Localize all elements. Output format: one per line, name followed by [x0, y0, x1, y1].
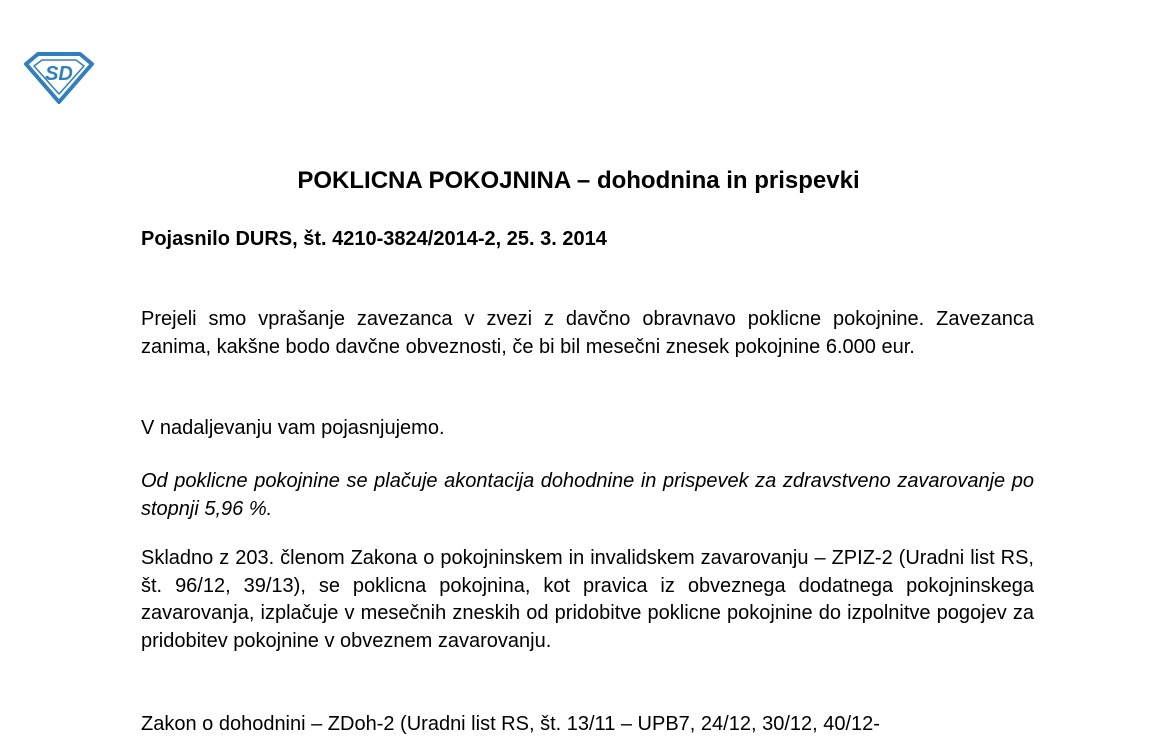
- document-subtitle: Pojasnilo DURS, št. 4210-3824/2014-2, 25. 3. 2014: [141, 228, 607, 250]
- paragraph-answer-summary: Od poklicne pokojnine se plačuje akontacija dohodnine in prispevek za zdravstveno zavarovanje po stopnji 5,96 %.: [141, 470, 1034, 520]
- sd-logo-icon: [22, 50, 96, 106]
- paragraph-legal-basis: Skladno z 203. členom Zakona o pokojninskem in invalidskem zavarovanju – ZPIZ-2 (Uradni list RS, št. 96/12, 39/13), se poklicna pokojnina, kot pravica iz obveznega dodatnega pokojninskega zavarovanja, izplačuje v mesečnih zneskih od pridobitve poklicne pokojnine do izpolnitve pogojev za pridobitev pokojnine v obveznem zavarovanju.: [141, 547, 1034, 652]
- document-title: POKLICNA POKOJNINA – dohodnina in prispevki: [297, 167, 860, 194]
- paragraph-question: Prejeli smo vprašanje zavezanca v zvezi z davčno obravnavo poklicne pokojnine. Zavezanca zanima, kakšne bodo davčne obveznosti, če bi bil mesečni znesek pokojnine 6.000 eur.: [141, 308, 1034, 358]
- company-logo: [22, 50, 96, 106]
- paragraph-zdoh: Zakon o dohodnini – ZDoh-2 (Uradni list RS, št. 13/11 – UPB7, 24/12, 30/12, 40/12-: [141, 713, 880, 735]
- paragraph-intro: V nadaljevanju vam pojasnjujemo.: [141, 417, 445, 439]
- logo-lettering: SD: [45, 63, 73, 85]
